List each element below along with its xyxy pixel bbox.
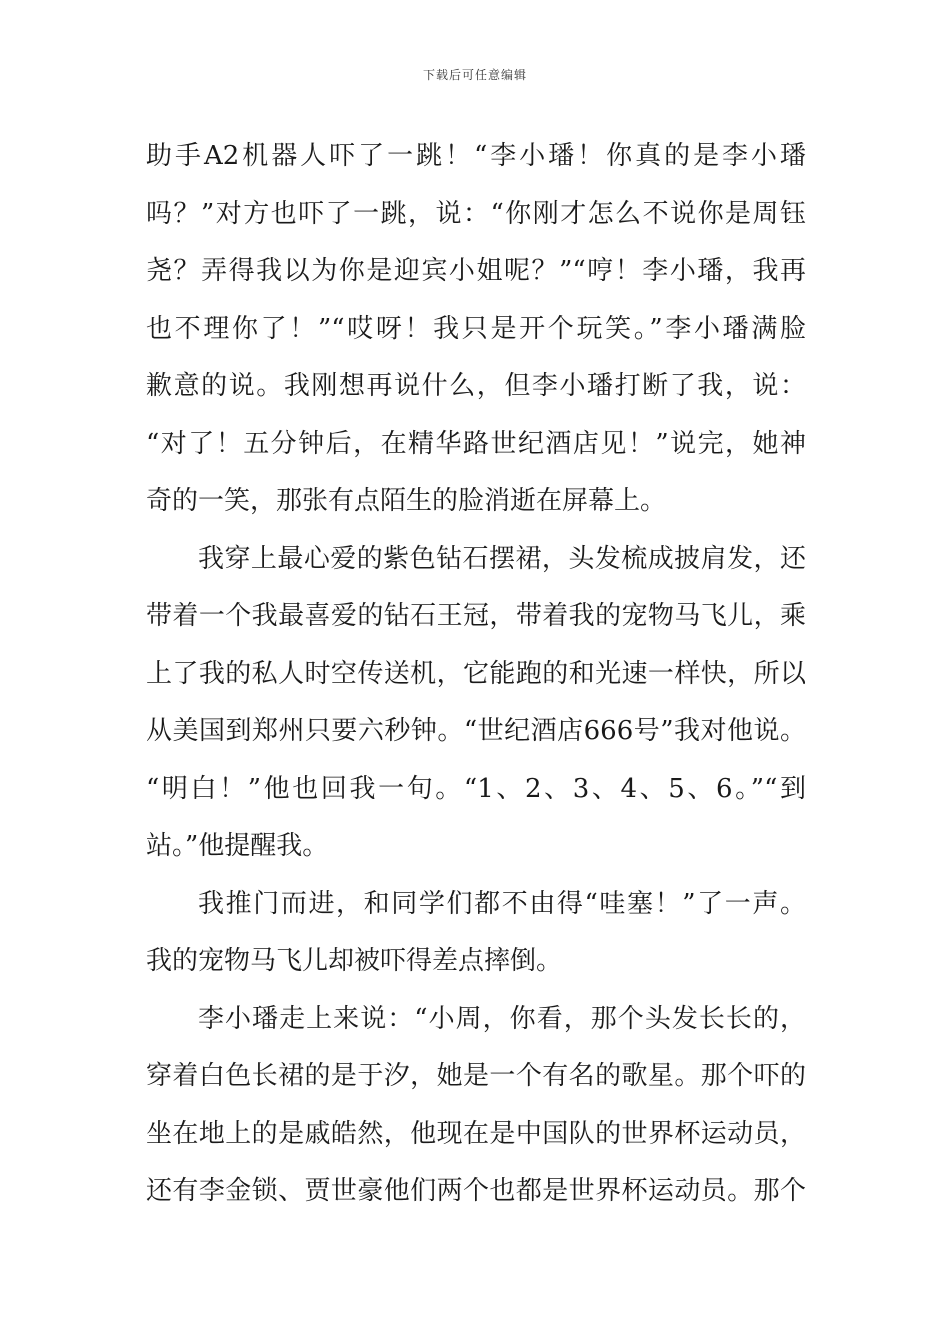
text-line-5: 歉意的说。我刚想再说什么，但李小璠打断了我，说： xyxy=(146,371,806,401)
text-line-16: 李小璠走上来说：“小周，你看，那个头发长长的， xyxy=(198,1003,806,1034)
text-line-4: 也不理你了！”“哎呀！我只是开个玩笑。”李小璠满脸 xyxy=(146,313,806,344)
text-line-15: 我的宠物马飞儿却被吓得差点摔倒。 xyxy=(146,946,563,976)
page-header: 下载后可任意编辑 xyxy=(422,68,527,82)
text-line-1: 助手A2机器人吓了一跳！“李小璠！你真的是李小璠 xyxy=(146,141,806,171)
text-line-11: 从美国到郑州只要六秒钟。“世纪酒店666号”我对他说。 xyxy=(146,716,806,746)
text-line-19: 还有李金锁、贾世豪他们两个也都是世界杯运动员。那个 xyxy=(146,1176,806,1206)
text-line-12: “明白！”他也回我一句。“1、2、3、4、5、6。”“到 xyxy=(146,773,806,804)
text-line-8: 我穿上最心爱的紫色钻石摆裙，头发梳成披肩发，还 xyxy=(198,543,806,574)
text-line-17: 穿着白色长裙的是于汐，她是一个有名的歌星。那个吓的 xyxy=(146,1061,806,1091)
text-line-9: 带着一个我最喜爱的钻石王冠，带着我的宠物马飞儿，乘 xyxy=(146,601,806,631)
text-line-18: 坐在地上的是戚皓然，他现在是中国队的世界杯运动员， xyxy=(146,1118,806,1149)
text-line-10: 上了我的私人时空传送机，它能跑的和光速一样快，所以 xyxy=(146,658,806,689)
text-line-3: 尧？弄得我以为你是迎宾小姐呢？”“哼！李小璠，我再 xyxy=(146,256,806,286)
text-line-2: 吗？”对方也吓了一跳，说：“你刚才怎么不说你是周钰 xyxy=(146,198,806,229)
text-line-13: 站。”他提醒我。 xyxy=(146,831,329,861)
text-line-14: 我推门而进，和同学们都不由得“哇塞！”了一声。 xyxy=(198,888,806,919)
body-text xyxy=(146,128,806,1221)
text-line-6: “对了！五分钟后，在精华路世纪酒店见！”说完，她神 xyxy=(146,428,806,459)
text-line-7: 奇的一笑，那张有点陌生的脸消逝在屏幕上。 xyxy=(146,486,667,516)
